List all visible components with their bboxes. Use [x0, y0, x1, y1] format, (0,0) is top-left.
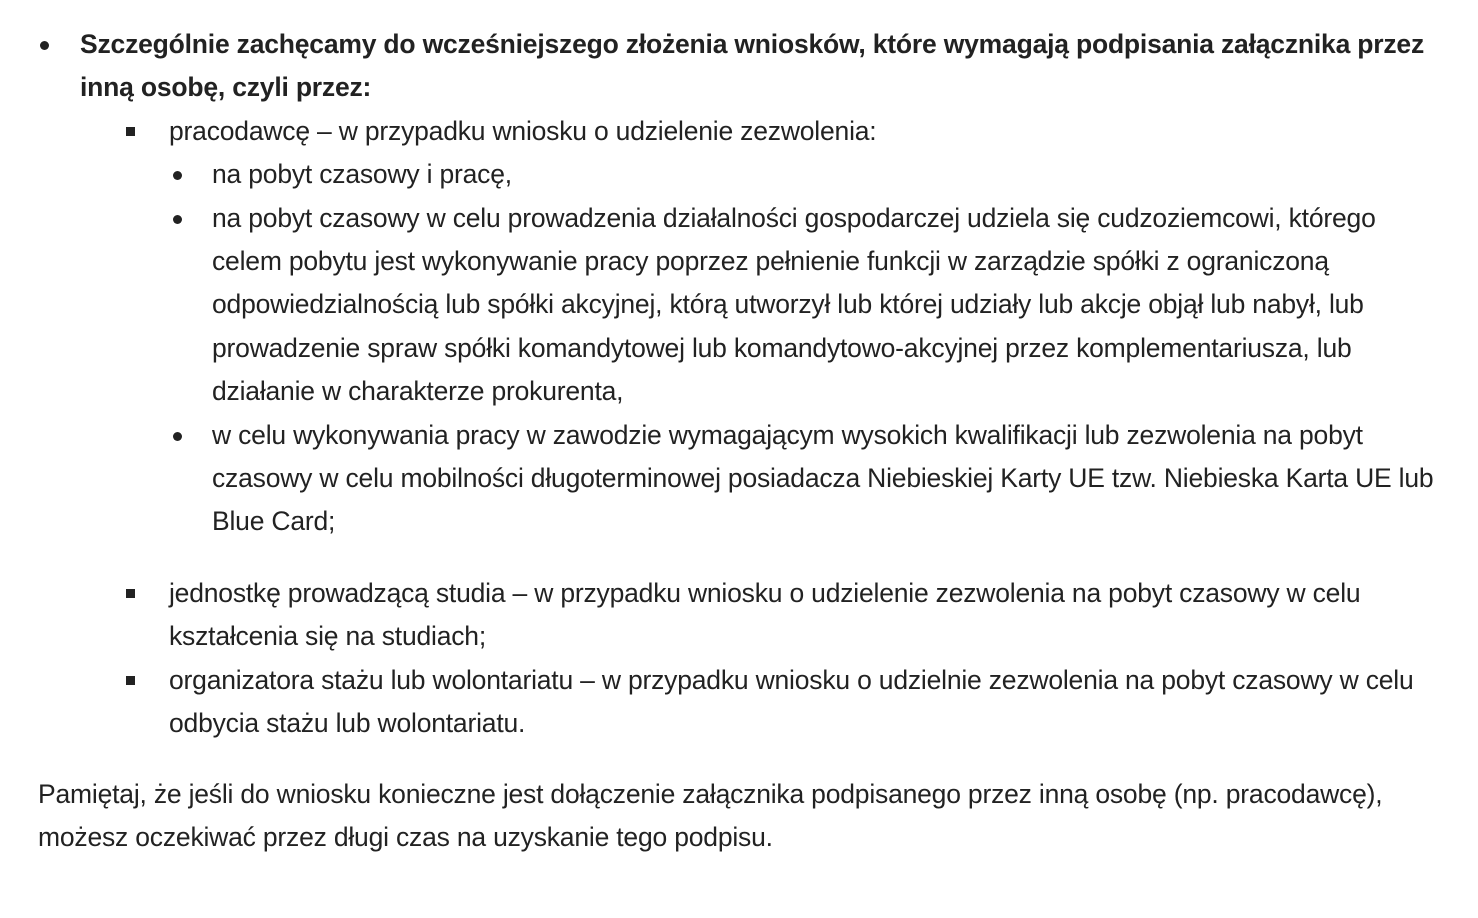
employer-permit-types-list: [169, 153, 1438, 544]
permit-type-text: w celu wykonywania pracy w zawodzie wymagającym wysokich kwalifikacji lub zezwolenia na pobyt czasowy w celu mobilności długoterminowej posiadacza Niebieskiej Karty UE tzw. Niebieska Karta UE lub Blue Card;: [212, 419, 1434, 537]
list-item-university: [126, 572, 1438, 659]
list-item-intro: [38, 23, 1438, 746]
bullet-disc-icon: [173, 432, 182, 441]
internship-organizer-text: organizatora stażu lub wolontariatu – w przypadku wniosku o udzielnie zezwolenia na pobyt czasowy w celu odbycia stażu lub wolontariatu.: [169, 664, 1414, 739]
employer-text: pracodawcę – w przypadku wniosku o udzielenie zezwolenia:: [169, 115, 877, 146]
reminder-paragraph: Pamiętaj, że jeśli do wniosku konieczne jest dołączenie załącznika podpisanego przez inną osobę (np. pracodawcę), możesz oczekiwać przez długi czas na uzyskanie tego podpisu.: [38, 778, 1383, 852]
bullet-disc-icon: [40, 41, 49, 50]
bullet-disc-icon: [173, 215, 182, 224]
permit-type-text: na pobyt czasowy w celu prowadzenia działalności gospodarczej udziela się cudzoziemcowi, którego celem pobytu jest wykonywanie pracy poprzez pełnienie funkcji w zarządzie spółki z ograniczoną odpowiedzialnością lub spółki akcyjnej, którą utworzył lub której udziały lub akcje objął lub nabył, lub prowadzenie spraw spółki komandytowej lub komandytowo-akcyjnej przez komplementariusza, lub działanie w charakterze prokurenta,: [212, 202, 1376, 407]
bullet-square-icon: [126, 589, 135, 598]
list-item-employer: [126, 110, 1438, 544]
intro-bold-text: Szczególnie zachęcamy do wcześniejszego złożenia wniosków, które wymagają podpisania załącznika przez inną osobę, czyli przez:: [80, 29, 1425, 103]
list-item-internship-organizer: [126, 659, 1438, 746]
list-item: [169, 153, 1438, 196]
bullet-square-icon: [126, 676, 135, 685]
university-text: jednostkę prowadzącą studia – w przypadku wniosku o udzielenie zezwolenia na pobyt czasowy w celu kształcenia się na studiach;: [169, 577, 1361, 652]
document-content: [38, 23, 1438, 859]
signers-list: [126, 110, 1438, 746]
list-item: [169, 414, 1438, 544]
list-item: [169, 197, 1438, 414]
bullet-square-icon: [126, 127, 135, 136]
bullet-disc-icon: [173, 171, 182, 180]
bullet-list: [38, 23, 1438, 746]
permit-type-text: na pobyt czasowy i pracę,: [212, 159, 512, 190]
